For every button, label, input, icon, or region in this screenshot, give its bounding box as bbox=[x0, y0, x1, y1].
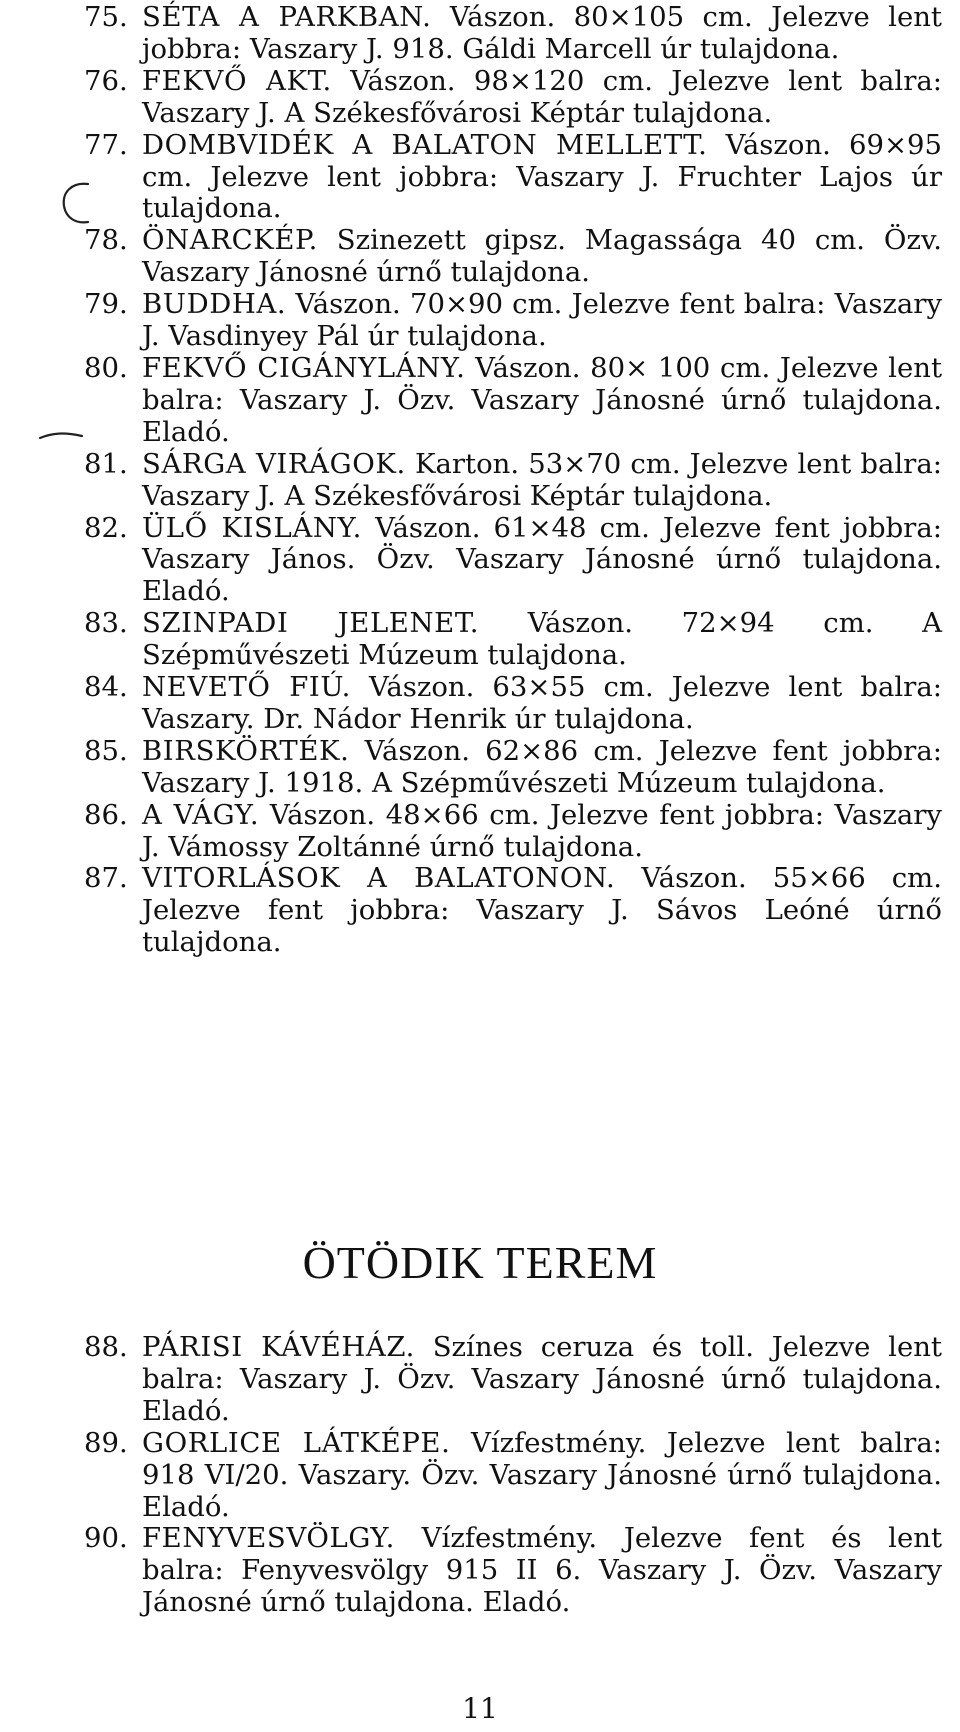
catalog-entries-top bbox=[0, 2, 960, 959]
entry-description: Vászon. 61×48 cm. Jelezve fent jobbra: Vaszary János. Özv. Vaszary Jánosné úrnő tulajdona. Eladó. bbox=[142, 511, 942, 608]
entry-number: 75. bbox=[84, 1, 128, 33]
entry-number: 89. bbox=[84, 1426, 128, 1459]
page-number: 11 bbox=[462, 1692, 498, 1725]
catalog-entry bbox=[0, 863, 960, 959]
section-heading: ÖTÖDIK TEREM bbox=[302, 1237, 658, 1288]
entry-number: 84. bbox=[84, 671, 128, 704]
catalog-entry bbox=[0, 672, 960, 736]
entry-title: SÁRGA VIRÁGOK. bbox=[142, 447, 406, 480]
catalog-entry bbox=[0, 130, 960, 226]
entry-description: Szinezett gipsz. Magassága 40 cm. Özv. Vaszary Jánosné úrnő tulajdona. bbox=[142, 224, 942, 289]
entry-title: GORLICE LÁTKÉPE. bbox=[142, 1426, 451, 1459]
entry-description: Vászon. 72×94 cm. A Szépművészeti Múzeum tulajdona. bbox=[142, 607, 942, 672]
entry-title: NEVETŐ FIÚ. bbox=[142, 671, 351, 704]
entry-title: FEKVŐ CIGÁNYLÁNY. bbox=[142, 351, 466, 384]
entry-title: SÉTA A PARKBAN. bbox=[142, 1, 432, 33]
entry-number: 79. bbox=[84, 288, 128, 321]
entry-number: 87. bbox=[84, 862, 128, 895]
catalog-entry bbox=[0, 66, 960, 130]
entry-title: SZINPADI JELENET. bbox=[142, 607, 480, 640]
catalog-entry bbox=[0, 1523, 960, 1619]
catalog-entry bbox=[0, 608, 960, 672]
entry-number: 88. bbox=[84, 1331, 128, 1363]
entry-title: BIRSKÖRTÉK. bbox=[142, 734, 350, 767]
entry-number: 76. bbox=[84, 64, 128, 97]
entry-number: 83. bbox=[84, 607, 128, 640]
catalog-entry bbox=[0, 449, 960, 513]
entry-description: Vászon. 48×66 cm. Jelezve fent jobbra: Vaszary J. Vámossy Zoltánné úrnő tulajdona. bbox=[142, 798, 942, 863]
entry-number: 86. bbox=[84, 798, 128, 831]
catalog-entry bbox=[0, 289, 960, 353]
entry-title: FEKVŐ AKT. bbox=[142, 64, 332, 97]
entry-title: ÖNARCKÉP. bbox=[142, 224, 318, 257]
entry-description: Karton. 53×70 cm. Jelezve lent balra: Vaszary J. A Székesfővárosi Képtár tulajdona. bbox=[142, 447, 942, 512]
entry-description: Vászon. 55×66 cm. Jelezve fent jobbra: Vaszary J. Sávos Leóné úrnő tulajdona. bbox=[142, 862, 942, 959]
entry-description: Vászon. 80× 100 cm. Jelezve lent balra: Vaszary J. Özv. Vaszary Jánosné úrnő tulajdona. Eladó. bbox=[142, 351, 943, 448]
entry-title: DOMBVIDÉK A BALATON MELLETT. bbox=[142, 128, 708, 161]
entry-description: Vászon. 69×95 cm. Jelezve lent jobbra: Vaszary J. Fruchter Lajos úr tulajdona. bbox=[142, 128, 942, 225]
entry-number: 81. bbox=[84, 447, 128, 480]
entry-number: 78. bbox=[84, 224, 128, 257]
catalog-entry bbox=[0, 800, 960, 864]
catalog-entry bbox=[0, 225, 960, 289]
entry-title: FENYVESVÖLGY. bbox=[142, 1522, 395, 1555]
entry-description: Vászon. 98×120 cm. Jelezve lent balra: Vaszary J. A Székesfővárosi Képtár tulajdona. bbox=[142, 64, 942, 129]
catalog-entry bbox=[0, 353, 960, 449]
catalog-entry bbox=[0, 736, 960, 800]
entry-title: VITORLÁSOK A BALATONON. bbox=[142, 862, 616, 895]
entry-description: Vászon. 63×55 cm. Jelezve lent balra: Vaszary. Dr. Nádor Henrik úr tulajdona. bbox=[142, 671, 942, 735]
catalog-entries-bottom bbox=[0, 1332, 960, 1619]
entry-title: BUDDHA. bbox=[142, 288, 287, 321]
entry-number: 80. bbox=[84, 351, 128, 384]
entry-number: 82. bbox=[84, 511, 128, 544]
entry-number: 85. bbox=[84, 734, 128, 767]
catalog-entry bbox=[0, 1428, 960, 1524]
entry-number: 77. bbox=[84, 128, 128, 161]
entry-description: Vászon. 70×90 cm. Jelezve fent balra: Vaszary J. Vasdinyey Pál úr tulajdona. bbox=[142, 288, 942, 353]
entry-title: PÁRISI KÁVÉHÁZ. bbox=[142, 1331, 415, 1363]
entry-title: ÜLŐ KISLÁNY. bbox=[142, 511, 363, 544]
entry-description: Vászon. 80×105 cm. Jelezve lent jobbra: Vaszary J. 918. Gáldi Marcell úr tulajdona. bbox=[142, 1, 942, 65]
entry-title: A VÁGY. bbox=[142, 798, 260, 831]
catalog-entry bbox=[0, 1332, 960, 1428]
entry-description: Vászon. 62×86 cm. Jelezve fent jobbra: Vaszary J. 1918. A Szépművészeti Múzeum tulajdona. bbox=[142, 734, 942, 799]
catalog-entry bbox=[0, 2, 960, 66]
entry-description: Vízfestmény. Jelezve lent balra: 918 VI/20. Vaszary. Özv. Vaszary Jánosné úrnő tulajdona. Eladó. bbox=[142, 1426, 942, 1523]
entry-description: Színes ceruza és toll. Jelezve lent balra: Vaszary J. Özv. Vaszary Jánosné úrnő tulajdona. Eladó. bbox=[142, 1331, 942, 1427]
entry-number: 90. bbox=[84, 1522, 128, 1555]
catalog-entry bbox=[0, 513, 960, 609]
entry-description: Vízfestmény. Jelezve fent és lent balra: Fenyvesvölgy 915 II 6. Vaszary J. Özv. Vaszary Jánosné úrnő tulajdona. Eladó. bbox=[142, 1522, 942, 1619]
